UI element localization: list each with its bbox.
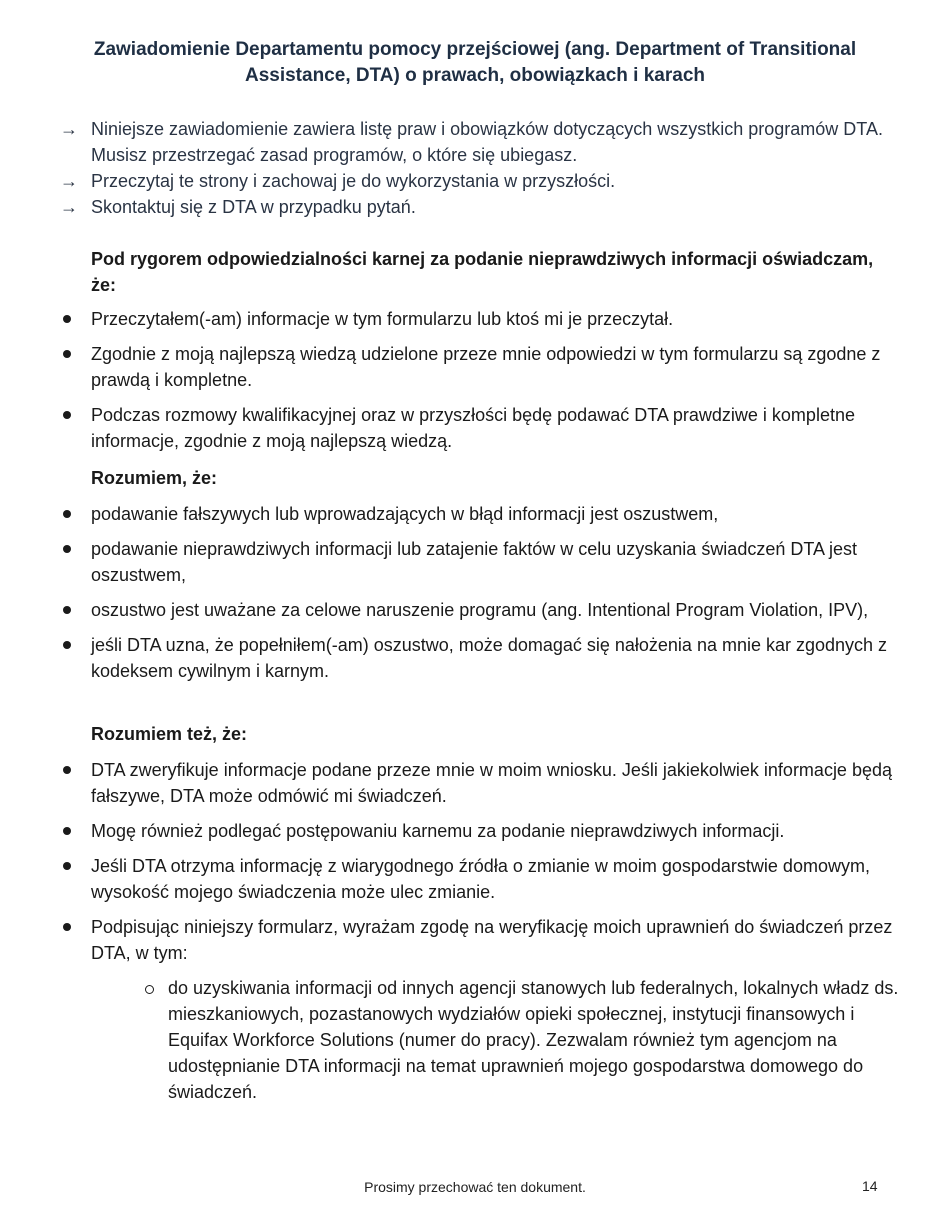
bullet-text: Podczas rozmowy kwalifikacyjnej oraz w przyszłości będę podawać DTA prawdziwe i kompletne informacje, zgodnie z moją najlepszą wiedzą. — [91, 405, 855, 451]
sub-item-text: do uzyskiwania informacji od innych agencji stanowych lub federalnych, lokalnych władz ds. mieszkaniowych, pozastanowych wydziałów opieki społecznej, instytucji finansowych i Equifax Workforce Solutions (numer do pracy). Zezwalam również tym agencjom na udostępnianie DTA informacji na temat uprawnień mojego gospodarstwa domowego do świadczeń. — [168, 978, 899, 1102]
hollow-circle-bullet-icon — [145, 985, 154, 994]
declaration-heading: Pod rygorem odpowiedzialności karnej za podanie nieprawdziwych informacji oświadczam, że: — [91, 249, 874, 295]
arrow-item-text: Przeczytaj te strony i zachowaj je do wykorzystania w przyszłości. — [91, 171, 616, 191]
page-title: Zawiadomienie Departamentu pomocy przejściowej (ang. Department of Transitional Assistance, DTA) o prawach, obowiązkach i karach — [93, 39, 857, 86]
bullet-item — [60, 914, 900, 966]
bullet-dot-icon — [63, 923, 71, 931]
bullet-item — [60, 501, 900, 527]
bullet-dot-icon — [63, 641, 71, 649]
bullet-text: podawanie nieprawdziwych informacji lub zatajenie faktów w celu uzyskania świadczeń DTA jest oszustwem, — [91, 539, 858, 585]
bullet-text: Jeśli DTA otrzyma informację z wiarygodnego źródła o zmianie w moim gospodarstwie domowym, wysokość mojego świadczenia może ulec zmianie. — [91, 856, 870, 902]
understand-also-heading: Rozumiem też, że: — [91, 724, 248, 744]
bullet-item — [60, 306, 900, 332]
bullet-item — [60, 818, 900, 844]
arrow-list-item — [60, 168, 890, 194]
footer-note: Prosimy przechować ten dokument. — [364, 1179, 586, 1195]
bullet-dot-icon — [63, 766, 71, 774]
bullet-text: DTA zweryfikuje informacje podane przeze mnie w moim wniosku. Jeśli jakiekolwiek informacje będą fałszywe, DTA może odmówić mi świadczeń. — [91, 760, 892, 806]
arrow-list-item — [60, 116, 890, 168]
bullet-item — [60, 757, 900, 809]
understand-heading: Rozumiem, że: — [91, 468, 218, 488]
arrow-right-icon: → — [60, 197, 78, 217]
bullet-dot-icon — [63, 545, 71, 553]
arrow-item-text: Skontaktuj się z DTA w przypadku pytań. — [91, 197, 416, 217]
declaration-section — [60, 246, 900, 454]
arrow-right-icon: → — [60, 171, 78, 191]
bullet-dot-icon — [63, 827, 71, 835]
bullet-text: jeśli DTA uzna, że popełniłem(-am) oszustwo, może domagać się nałożenia na mnie kar zgodnych z kodeksem cywilnym i karnym. — [91, 635, 888, 681]
arrow-list-item — [60, 194, 890, 220]
understand-section — [60, 465, 900, 684]
bullet-item — [60, 536, 900, 588]
bullet-dot-icon — [63, 411, 71, 419]
bullet-text: Przeczytałem(-am) informacje w tym formularzu lub ktoś mi je przeczytał. — [91, 309, 674, 329]
bullet-text: Zgodnie z moją najlepszą wiedzą udzielone przeze mnie odpowiedzi w tym formularzu są zgodne z prawdą i kompletne. — [91, 344, 881, 390]
page-number: 14 — [862, 1178, 878, 1194]
bullet-item — [60, 402, 900, 454]
bullet-text: Mogę również podlegać postępowaniu karnemu za podanie nieprawdziwych informacji. — [91, 821, 785, 841]
bullet-dot-icon — [63, 606, 71, 614]
bullet-item — [60, 341, 900, 393]
bullet-dot-icon — [63, 862, 71, 870]
arrow-right-icon: → — [60, 119, 78, 139]
intro-arrow-list — [60, 116, 890, 220]
bullet-item — [60, 597, 900, 623]
bullet-item — [60, 853, 900, 905]
bullet-dot-icon — [63, 350, 71, 358]
bullet-text: oszustwo jest uważane za celowe naruszenie programu (ang. Intentional Program Violation, IPV), — [91, 600, 869, 620]
sub-list-item — [140, 975, 900, 1105]
bullet-dot-icon — [63, 510, 71, 518]
bullet-item — [60, 632, 900, 684]
understand-also-section — [60, 721, 900, 966]
bullet-text: Podpisując niniejszy formularz, wyrażam zgodę na weryfikację moich uprawnień do świadczeń przez DTA, w tym: — [91, 917, 893, 963]
arrow-item-text: Niniejsze zawiadomienie zawiera listę praw i obowiązków dotyczących wszystkich programów DTA. Musisz przestrzegać zasad programów, o które się ubiegasz. — [91, 119, 883, 165]
bullet-dot-icon — [63, 315, 71, 323]
bullet-text: podawanie fałszywych lub wprowadzających w błąd informacji jest oszustwem, — [91, 504, 719, 524]
